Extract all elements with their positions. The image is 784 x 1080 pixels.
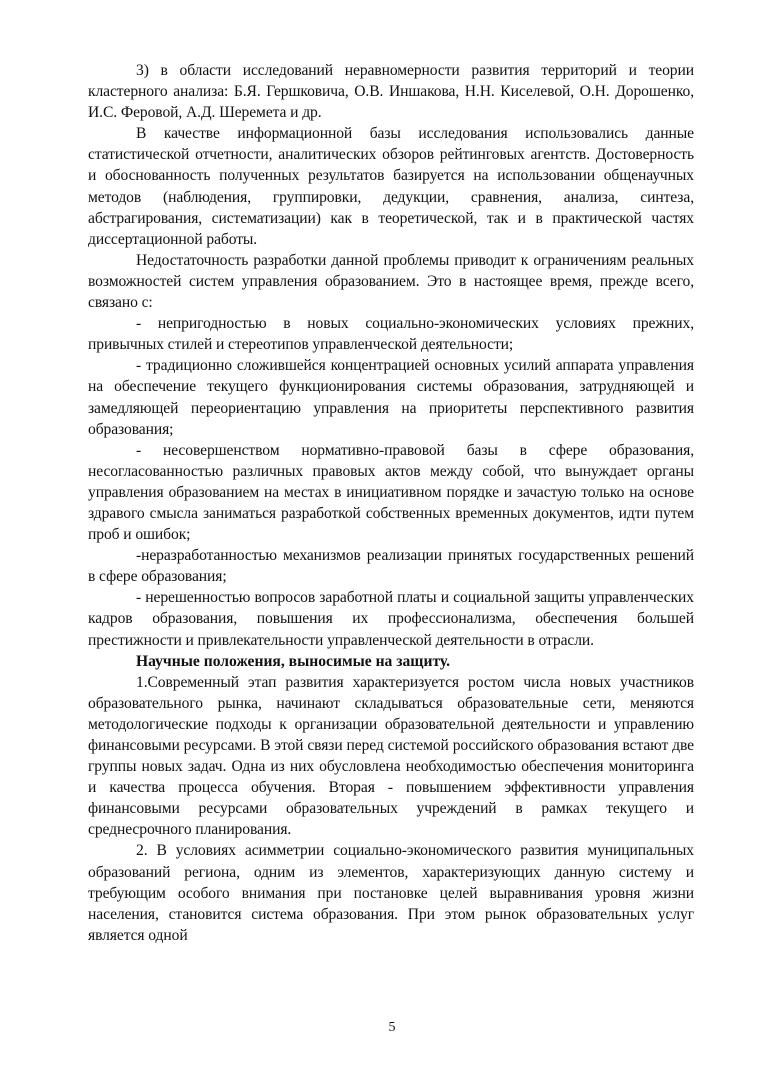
section-heading: Научные положения, выносимые на защиту. <box>136 652 451 670</box>
paragraph-thesis-2: 2. В условиях асимметрии социально-экономического развития муниципальных образований региона, одним из элементов, характеризующих данную систему и требующим особого внимания при постановке целей выравнивания уровня жизни населения, становится система образования. При этом рынок образовательных услуг является одной <box>88 842 694 944</box>
page-number: 5 <box>388 1020 396 1035</box>
list-item-concentration: - традиционно сложившейся концентрацией основных усилий аппарата управления на обеспечение текущего функционирования системы образования, затрудняющей и замедляющей переориентацию управления на приоритеты перспективного развития образования; <box>88 357 694 438</box>
paragraph-insufficiency: Недостаточность разработки данной проблемы приводит к ограничениям реальных возможностей систем управления образованием. Это в настоящее время, прежде всего, связано с: <box>88 251 694 312</box>
paragraph-information-base: В качестве информационной базы исследования использовались данные статистической отчетности, аналитических обзоров рейтинговых агентств. Достоверность и обоснованность полученных результатов базируется на использовании общенаучных методов (наблюдения, группировки, дедукции, сравнения, анализа, синтеза, абстрагирования, систематизации) как в теоретической, так и в практической частях диссертационной работы. <box>88 125 694 248</box>
list-item-mechanisms: -неразработанностью механизмов реализации принятых государственных решений в сфере образования; <box>88 547 694 586</box>
list-item-legal-base: - несовершенством нормативно-правовой базы в сфере образования, несогласованностью различных правовых актов между собой, что вынуждает органы управления образованием на местах в инициативном порядке и зачастую только на основе здравого смысла заниматься разработкой собственных временных документов, идти путем проб и ошибок; <box>88 441 694 544</box>
list-item-salary: - нерешенностью вопросов заработной платы и социальной защиты управленческих кадров образования, повышения их профессионализма, обеспечения большей престижности и привлекательности управленческой деятельности в отрасли. <box>88 589 694 649</box>
text-body <box>88 60 694 946</box>
paragraph-thesis-1: 1.Современный этап развития характеризуется ростом числа новых участников образовательного рынка, начинают складываться образовательные сети, меняются методологические подходы к организации образовательной деятельности и управлению финансовыми ресурсами. В этой связи перед системой российского образования встают две группы новых задач. Одна из них обусловлена необходимостью обеспечения мониторинга и качества процесса обучения. Вторая - повышением эффективности управления финансовыми ресурсами образовательных учреждений в рамках текущего и среднесрочного планирования. <box>88 673 694 839</box>
paragraph-research-areas: 3) в области исследований неравномерности развития территорий и теории кластерного анализа: Б.Я. Гершковича, О.В. Иншакова, Н.Н. Киселевой, О.Н. Дорошенко, И.С. Феровой, А.Д. Шеремета и др. <box>88 62 694 122</box>
list-item-unsuitability: - непригодностью в новых социально-экономических условиях прежних, привычных стилей и стереотипов управленческой деятельности; <box>88 315 694 354</box>
